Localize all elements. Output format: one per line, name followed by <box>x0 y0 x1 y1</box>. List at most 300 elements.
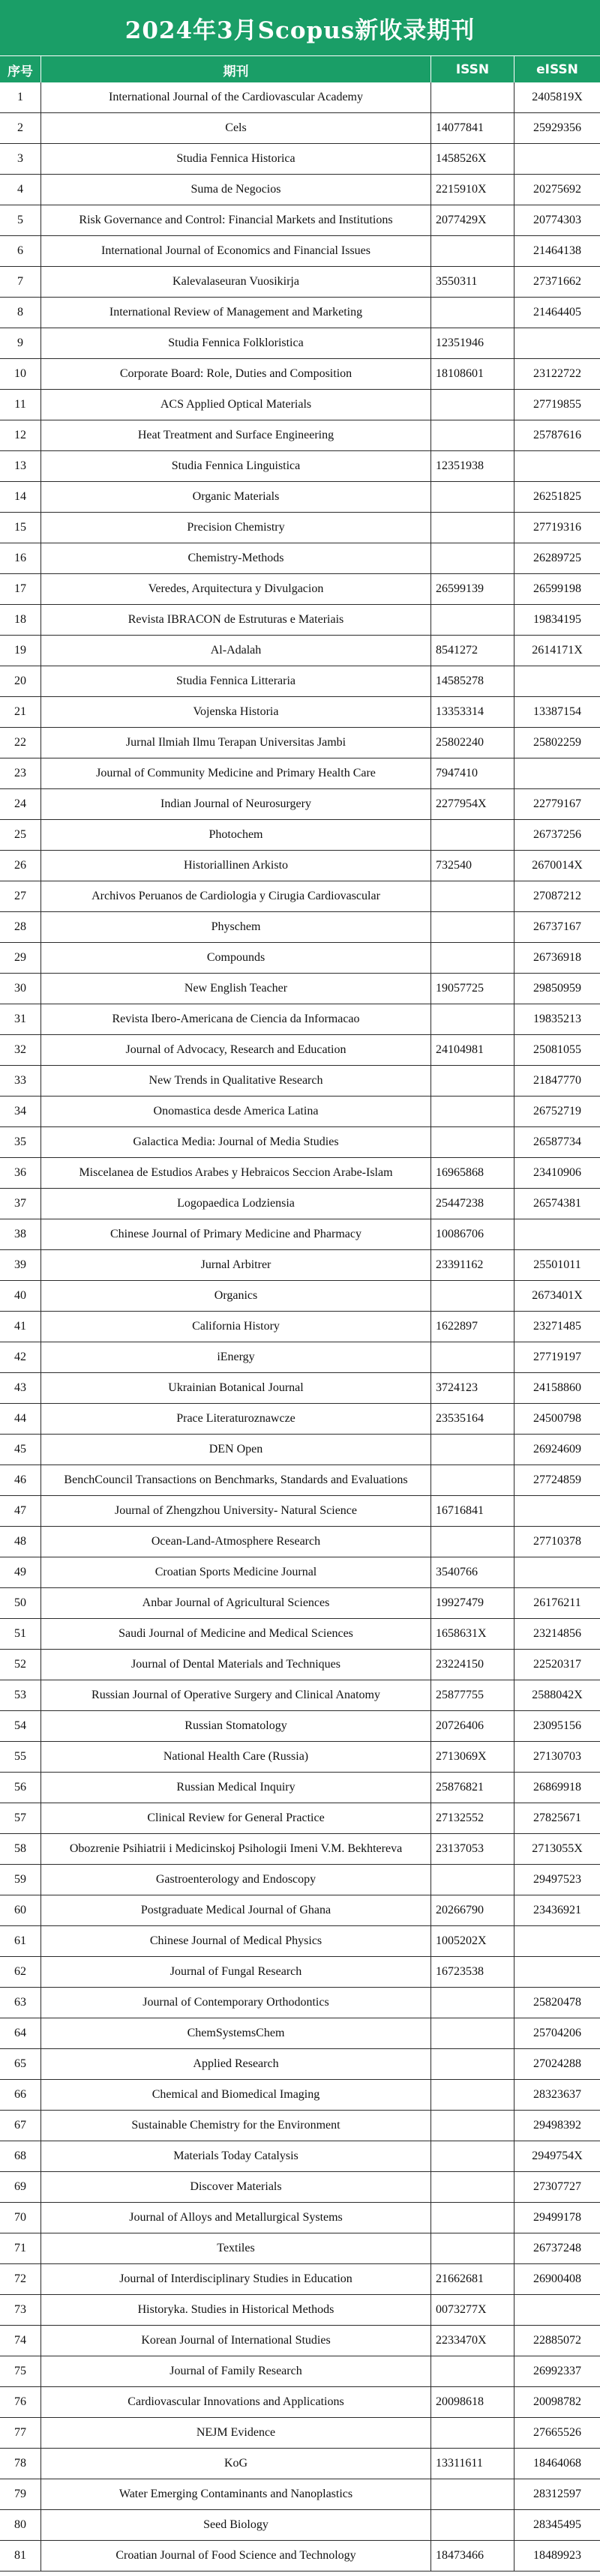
journal-title: KoG <box>40 2449 430 2479</box>
table-row <box>0 851 600 881</box>
table-row <box>0 1865 600 1895</box>
issn-cell <box>430 1066 514 1096</box>
row-number: 12 <box>14 429 26 441</box>
table-row <box>0 1312 600 1342</box>
row-number: 28 <box>14 920 26 933</box>
issn-cell <box>430 2111 514 2141</box>
row-number: 17 <box>14 582 26 595</box>
row-number: 60 <box>14 1904 26 1916</box>
row-number: 8 <box>17 306 23 319</box>
eissn-cell: 27710378 <box>514 1527 600 1557</box>
issn-cell: 16723538 <box>430 1957 514 1987</box>
journal-title: NEJM Evidence <box>40 2418 430 2448</box>
table-body <box>0 82 600 2572</box>
eissn-cell: 28312597 <box>514 2479 600 2509</box>
row-number: 56 <box>14 1781 26 1794</box>
journal-title: Chinese Journal of Primary Medicine and Pharmacy <box>40 1219 430 1249</box>
row-number: 26 <box>14 859 26 872</box>
issn-cell <box>430 2203 514 2233</box>
issn-cell <box>430 1865 514 1895</box>
row-number: 79 <box>14 2488 26 2500</box>
table-row <box>0 2510 600 2541</box>
row-number: 62 <box>14 1965 26 1978</box>
row-number: 65 <box>14 2057 26 2070</box>
table-row <box>0 789 600 820</box>
table-row <box>0 636 600 666</box>
table-row <box>0 2449 600 2479</box>
table-row <box>0 2172 600 2203</box>
journal-title: Seed Biology <box>40 2510 430 2540</box>
journal-title: Journal of Zhengzhou University- Natural Science <box>40 1496 430 1526</box>
table-row <box>0 697 600 728</box>
eissn-cell: 26992337 <box>514 2356 600 2386</box>
header-issn: ISSN <box>430 56 514 83</box>
row-number: 1 <box>17 91 23 103</box>
row-number: 67 <box>14 2119 26 2132</box>
eissn-cell: 25820478 <box>514 1988 600 2018</box>
eissn-cell <box>514 451 600 481</box>
row-number: 5 <box>17 214 23 226</box>
eissn-cell: 21847770 <box>514 1066 600 1096</box>
journal-title: Journal of Fungal Research <box>40 1957 430 1987</box>
issn-cell: 2233470X <box>430 2326 514 2356</box>
issn-cell <box>430 881 514 911</box>
issn-cell: 19057725 <box>430 974 514 1004</box>
eissn-cell: 26752719 <box>514 1097 600 1126</box>
table-row <box>0 1465 600 1496</box>
journal-title: Miscelanea de Estudios Arabes y Hebraicos Seccion Arabe-Islam <box>40 1158 430 1188</box>
eissn-cell: 29498392 <box>514 2111 600 2141</box>
journal-title: New English Teacher <box>40 974 430 1004</box>
row-number: 80 <box>14 2518 26 2531</box>
journal-title: New Trends in Qualitative Research <box>40 1066 430 1096</box>
row-number: 61 <box>14 1934 26 1947</box>
journal-title: International Review of Management and Marketing <box>40 298 430 328</box>
journal-title: Physchem <box>40 912 430 942</box>
eissn-cell: 26251825 <box>514 482 600 512</box>
eissn-cell: 2405819X <box>514 82 600 112</box>
issn-cell: 18108601 <box>430 359 514 389</box>
row-number: 77 <box>14 2426 26 2439</box>
eissn-cell <box>514 328 600 358</box>
row-number: 9 <box>17 337 23 349</box>
table-row <box>0 2141 600 2172</box>
table-row <box>0 298 600 328</box>
header-eissn: eISSN <box>514 56 600 83</box>
journal-title: Heat Treatment and Surface Engineering <box>40 420 430 450</box>
eissn-cell: 26869918 <box>514 1773 600 1803</box>
eissn-cell <box>514 2295 600 2325</box>
eissn-cell: 23271485 <box>514 1312 600 1342</box>
issn-cell: 12351946 <box>430 328 514 358</box>
row-number: 24 <box>14 797 26 810</box>
eissn-cell: 19835213 <box>514 1004 600 1034</box>
issn-cell <box>430 2233 514 2263</box>
table-row <box>0 1619 600 1650</box>
row-number: 29 <box>14 951 26 964</box>
row-number: 54 <box>14 1719 26 1732</box>
row-number: 22 <box>14 736 26 749</box>
issn-cell <box>430 912 514 942</box>
journal-title: Veredes, Arquitectura y Divulgacion <box>40 574 430 604</box>
journal-title: Suma de Negocios <box>40 175 430 205</box>
issn-cell: 2277954X <box>430 789 514 819</box>
eissn-cell: 27825671 <box>514 1803 600 1833</box>
row-number: 72 <box>14 2272 26 2285</box>
table-row <box>0 1066 600 1097</box>
issn-cell: 1005202X <box>430 1926 514 1956</box>
eissn-cell: 29497523 <box>514 1865 600 1895</box>
eissn-cell: 26587734 <box>514 1127 600 1157</box>
journal-title: International Journal of the Cardiovascular Academy <box>40 82 430 112</box>
table-row <box>0 2295 600 2326</box>
eissn-cell: 25081055 <box>514 1035 600 1065</box>
table-row <box>0 1988 600 2018</box>
journal-title: Studia Fennica Linguistica <box>40 451 430 481</box>
issn-cell: 1458526X <box>430 144 514 174</box>
eissn-cell: 26737167 <box>514 912 600 942</box>
table-row <box>0 513 600 543</box>
issn-cell: 2215910X <box>430 175 514 205</box>
eissn-cell: 26176211 <box>514 1588 600 1618</box>
issn-cell <box>430 2049 514 2079</box>
table-row <box>0 1742 600 1773</box>
eissn-cell: 27724859 <box>514 1465 600 1495</box>
table-row <box>0 451 600 482</box>
issn-cell: 23535164 <box>430 1404 514 1434</box>
table-row <box>0 359 600 390</box>
row-number: 14 <box>14 490 26 503</box>
eissn-cell: 21464138 <box>514 236 600 266</box>
journal-title: Logopaedica Lodziensia <box>40 1189 430 1219</box>
issn-cell <box>430 2172 514 2202</box>
issn-cell: 3540766 <box>430 1557 514 1587</box>
row-number: 52 <box>14 1658 26 1671</box>
table-row <box>0 1895 600 1926</box>
table-row <box>0 605 600 636</box>
issn-cell: 14585278 <box>430 666 514 696</box>
eissn-cell: 26737248 <box>514 2233 600 2263</box>
eissn-cell: 2949754X <box>514 2141 600 2171</box>
row-number: 46 <box>14 1473 26 1486</box>
row-number: 40 <box>14 1289 26 1302</box>
row-number: 49 <box>14 1566 26 1578</box>
journal-title: Ocean-Land-Atmosphere Research <box>40 1527 430 1557</box>
table-row <box>0 1957 600 1988</box>
table-row <box>0 1404 600 1435</box>
table-row <box>0 175 600 205</box>
issn-cell: 2713069X <box>430 1742 514 1772</box>
row-number: 39 <box>14 1258 26 1271</box>
row-number: 21 <box>14 705 26 718</box>
row-number: 42 <box>14 1351 26 1363</box>
issn-cell: 14077841 <box>430 113 514 143</box>
eissn-cell <box>514 144 600 174</box>
table-row <box>0 2264 600 2295</box>
issn-cell: 18473466 <box>430 2541 514 2571</box>
eissn-cell: 22779167 <box>514 789 600 819</box>
journal-title: Journal of Community Medicine and Primary Health Care <box>40 758 430 788</box>
issn-cell: 2077429X <box>430 205 514 235</box>
header-journal: 期刊 <box>40 56 430 83</box>
journal-title: Precision Chemistry <box>40 513 430 543</box>
table-row <box>0 1219 600 1250</box>
journal-title: Ukrainian Botanical Journal <box>40 1373 430 1403</box>
journal-title: Journal of Interdisciplinary Studies in Education <box>40 2264 430 2294</box>
issn-cell <box>430 2418 514 2448</box>
issn-cell: 25802240 <box>430 728 514 758</box>
journal-title: Journal of Alloys and Metallurgical Systems <box>40 2203 430 2233</box>
table-row <box>0 267 600 298</box>
issn-cell: 23224150 <box>430 1650 514 1680</box>
journal-title: Vojenska Historia <box>40 697 430 727</box>
journal-title: Journal of Contemporary Orthodontics <box>40 1988 430 2018</box>
eissn-cell: 25929356 <box>514 113 600 143</box>
row-number: 16 <box>14 552 26 564</box>
eissn-cell: 20098782 <box>514 2387 600 2417</box>
eissn-cell: 23436921 <box>514 1895 600 1925</box>
journal-title: Onomastica desde America Latina <box>40 1097 430 1126</box>
row-number: 4 <box>17 183 23 196</box>
journal-title: Kalevalaseuran Vuosikirja <box>40 267 430 297</box>
table-row <box>0 1711 600 1742</box>
table-row <box>0 1588 600 1619</box>
journal-title: Journal of Family Research <box>40 2356 430 2386</box>
issn-cell <box>430 1097 514 1126</box>
issn-cell <box>430 1004 514 1034</box>
journal-title: Organic Materials <box>40 482 430 512</box>
table-row <box>0 390 600 420</box>
eissn-cell: 20275692 <box>514 175 600 205</box>
issn-cell <box>430 943 514 973</box>
journal-title: Al-Adalah <box>40 636 430 666</box>
table-row <box>0 113 600 144</box>
table-row <box>0 1004 600 1035</box>
eissn-cell <box>514 1926 600 1956</box>
table-row <box>0 144 600 175</box>
table-row <box>0 1926 600 1957</box>
row-number: 43 <box>14 1381 26 1394</box>
table-row <box>0 2018 600 2049</box>
journal-title: Anbar Journal of Agricultural Sciences <box>40 1588 430 1618</box>
table-row <box>0 82 600 113</box>
header-no: 序号 <box>8 64 33 79</box>
row-number: 44 <box>14 1412 26 1425</box>
journal-title: ChemSystemsChem <box>40 2018 430 2048</box>
issn-cell <box>430 390 514 420</box>
table-header <box>0 55 600 83</box>
table-row <box>0 1189 600 1219</box>
eissn-cell: 25704206 <box>514 2018 600 2048</box>
row-number: 59 <box>14 1873 26 1886</box>
issn-cell: 1622897 <box>430 1312 514 1342</box>
eissn-cell: 22885072 <box>514 2326 600 2356</box>
eissn-cell <box>514 1219 600 1249</box>
table-row <box>0 2356 600 2387</box>
table-row <box>0 2418 600 2449</box>
issn-cell <box>430 2080 514 2110</box>
journal-title: Journal of Dental Materials and Techniques <box>40 1650 430 1680</box>
journal-title: Clinical Review for General Practice <box>40 1803 430 1833</box>
issn-cell <box>430 2356 514 2386</box>
journal-title: ACS Applied Optical Materials <box>40 390 430 420</box>
table-row <box>0 1281 600 1312</box>
eissn-cell <box>514 758 600 788</box>
table-row <box>0 574 600 605</box>
eissn-cell: 27024288 <box>514 2049 600 2079</box>
issn-cell <box>430 513 514 543</box>
eissn-cell <box>514 1496 600 1526</box>
eissn-cell: 2713055X <box>514 1834 600 1864</box>
journal-title: Russian Journal of Operative Surgery and Clinical Anatomy <box>40 1680 430 1710</box>
issn-cell <box>430 1127 514 1157</box>
issn-cell <box>430 820 514 850</box>
table-row <box>0 2080 600 2111</box>
eissn-cell: 18489923 <box>514 2541 600 2571</box>
issn-cell: 27132552 <box>430 1803 514 1833</box>
row-number: 70 <box>14 2211 26 2224</box>
page-title: 2024年3月Scopus新收录期刊 <box>0 0 600 55</box>
eissn-cell: 25802259 <box>514 728 600 758</box>
eissn-cell: 24158860 <box>514 1373 600 1403</box>
table-row <box>0 666 600 697</box>
eissn-cell: 13387154 <box>514 697 600 727</box>
journal-title: Compounds <box>40 943 430 973</box>
issn-cell <box>430 1342 514 1372</box>
journal-title: Materials Today Catalysis <box>40 2141 430 2171</box>
row-number: 25 <box>14 828 26 841</box>
issn-cell: 26599139 <box>430 574 514 604</box>
issn-cell <box>430 543 514 573</box>
row-number: 53 <box>14 1689 26 1701</box>
journal-title: Russian Stomatology <box>40 1711 430 1741</box>
journal-title: Croatian Sports Medicine Journal <box>40 1557 430 1587</box>
issn-cell: 3550311 <box>430 267 514 297</box>
issn-cell: 24104981 <box>430 1035 514 1065</box>
issn-cell: 13311611 <box>430 2449 514 2479</box>
eissn-cell: 24500798 <box>514 1404 600 1434</box>
journal-title: Chemical and Biomedical Imaging <box>40 2080 430 2110</box>
eissn-cell: 27087212 <box>514 881 600 911</box>
journal-title: DEN Open <box>40 1435 430 1465</box>
issn-cell <box>430 2479 514 2509</box>
eissn-cell: 18464068 <box>514 2449 600 2479</box>
table-row <box>0 1496 600 1527</box>
journal-title: Photochem <box>40 820 430 850</box>
row-number: 38 <box>14 1228 26 1240</box>
row-number: 45 <box>14 1443 26 1456</box>
row-number: 3 <box>17 152 23 165</box>
issn-cell: 7947410 <box>430 758 514 788</box>
eissn-cell: 23095156 <box>514 1711 600 1741</box>
journal-title: Jurnal Ilmiah Ilmu Terapan Universitas Jambi <box>40 728 430 758</box>
table-row <box>0 1373 600 1404</box>
row-number: 51 <box>14 1627 26 1640</box>
issn-cell: 23137053 <box>430 1834 514 1864</box>
table-row <box>0 1342 600 1373</box>
issn-cell: 12351938 <box>430 451 514 481</box>
eissn-cell: 27307727 <box>514 2172 600 2202</box>
eissn-cell: 23410906 <box>514 1158 600 1188</box>
table-row <box>0 543 600 574</box>
row-number: 33 <box>14 1074 26 1087</box>
eissn-cell: 20774303 <box>514 205 600 235</box>
journal-title: iEnergy <box>40 1342 430 1372</box>
eissn-cell: 2614171X <box>514 636 600 666</box>
journal-title: Archivos Peruanos de Cardiologia y Cirugia Cardiovascular <box>40 881 430 911</box>
row-number: 7 <box>17 275 23 288</box>
eissn-cell: 25501011 <box>514 1250 600 1280</box>
issn-cell <box>430 605 514 635</box>
issn-cell: 20098618 <box>430 2387 514 2417</box>
row-number: 68 <box>14 2150 26 2162</box>
issn-cell <box>430 1465 514 1495</box>
journal-title: Jurnal Arbitrer <box>40 1250 430 1280</box>
table-row <box>0 2541 600 2572</box>
journal-title: Gastroenterology and Endoscopy <box>40 1865 430 1895</box>
table-row <box>0 1680 600 1711</box>
eissn-cell <box>514 1557 600 1587</box>
row-number: 37 <box>14 1197 26 1210</box>
issn-cell <box>430 2018 514 2048</box>
row-number: 31 <box>14 1013 26 1025</box>
eissn-cell: 27719316 <box>514 513 600 543</box>
journal-title: Russian Medical Inquiry <box>40 1773 430 1803</box>
row-number: 20 <box>14 675 26 687</box>
row-number: 47 <box>14 1504 26 1517</box>
issn-cell: 23391162 <box>430 1250 514 1280</box>
table-row <box>0 2111 600 2141</box>
journal-title: Cardiovascular Innovations and Applications <box>40 2387 430 2417</box>
issn-cell: 3724123 <box>430 1373 514 1403</box>
journal-title: Textiles <box>40 2233 430 2263</box>
journal-title: Sustainable Chemistry for the Environment <box>40 2111 430 2141</box>
journal-title: Croatian Journal of Food Science and Technology <box>40 2541 430 2571</box>
table-row <box>0 328 600 359</box>
eissn-cell: 26900408 <box>514 2264 600 2294</box>
table-row <box>0 2326 600 2356</box>
journal-title: National Health Care (Russia) <box>40 1742 430 1772</box>
table-row <box>0 1158 600 1189</box>
issn-cell: 19927479 <box>430 1588 514 1618</box>
journal-title: International Journal of Economics and Financial Issues <box>40 236 430 266</box>
issn-cell: 8541272 <box>430 636 514 666</box>
row-number: 71 <box>14 2242 26 2254</box>
eissn-cell: 27371662 <box>514 267 600 297</box>
table-row <box>0 758 600 789</box>
table-row <box>0 482 600 513</box>
table-row <box>0 2203 600 2233</box>
eissn-cell: 27719197 <box>514 1342 600 1372</box>
row-number: 55 <box>14 1750 26 1763</box>
eissn-cell: 28345495 <box>514 2510 600 2540</box>
row-number: 6 <box>17 244 23 257</box>
issn-cell: 732540 <box>430 851 514 881</box>
eissn-cell: 26574381 <box>514 1189 600 1219</box>
journal-title: Galactica Media: Journal of Media Studies <box>40 1127 430 1157</box>
eissn-cell: 25787616 <box>514 420 600 450</box>
issn-cell: 25876821 <box>430 1773 514 1803</box>
table-row <box>0 420 600 451</box>
row-number: 76 <box>14 2395 26 2408</box>
eissn-cell: 2588042X <box>514 1680 600 1710</box>
table-row <box>0 1773 600 1803</box>
journal-title: BenchCouncil Transactions on Benchmarks, Standards and Evaluations <box>40 1465 430 1495</box>
row-number: 15 <box>14 521 26 534</box>
journal-title: Korean Journal of International Studies <box>40 2326 430 2356</box>
journal-title: Chemistry-Methods <box>40 543 430 573</box>
eissn-cell: 23214856 <box>514 1619 600 1649</box>
